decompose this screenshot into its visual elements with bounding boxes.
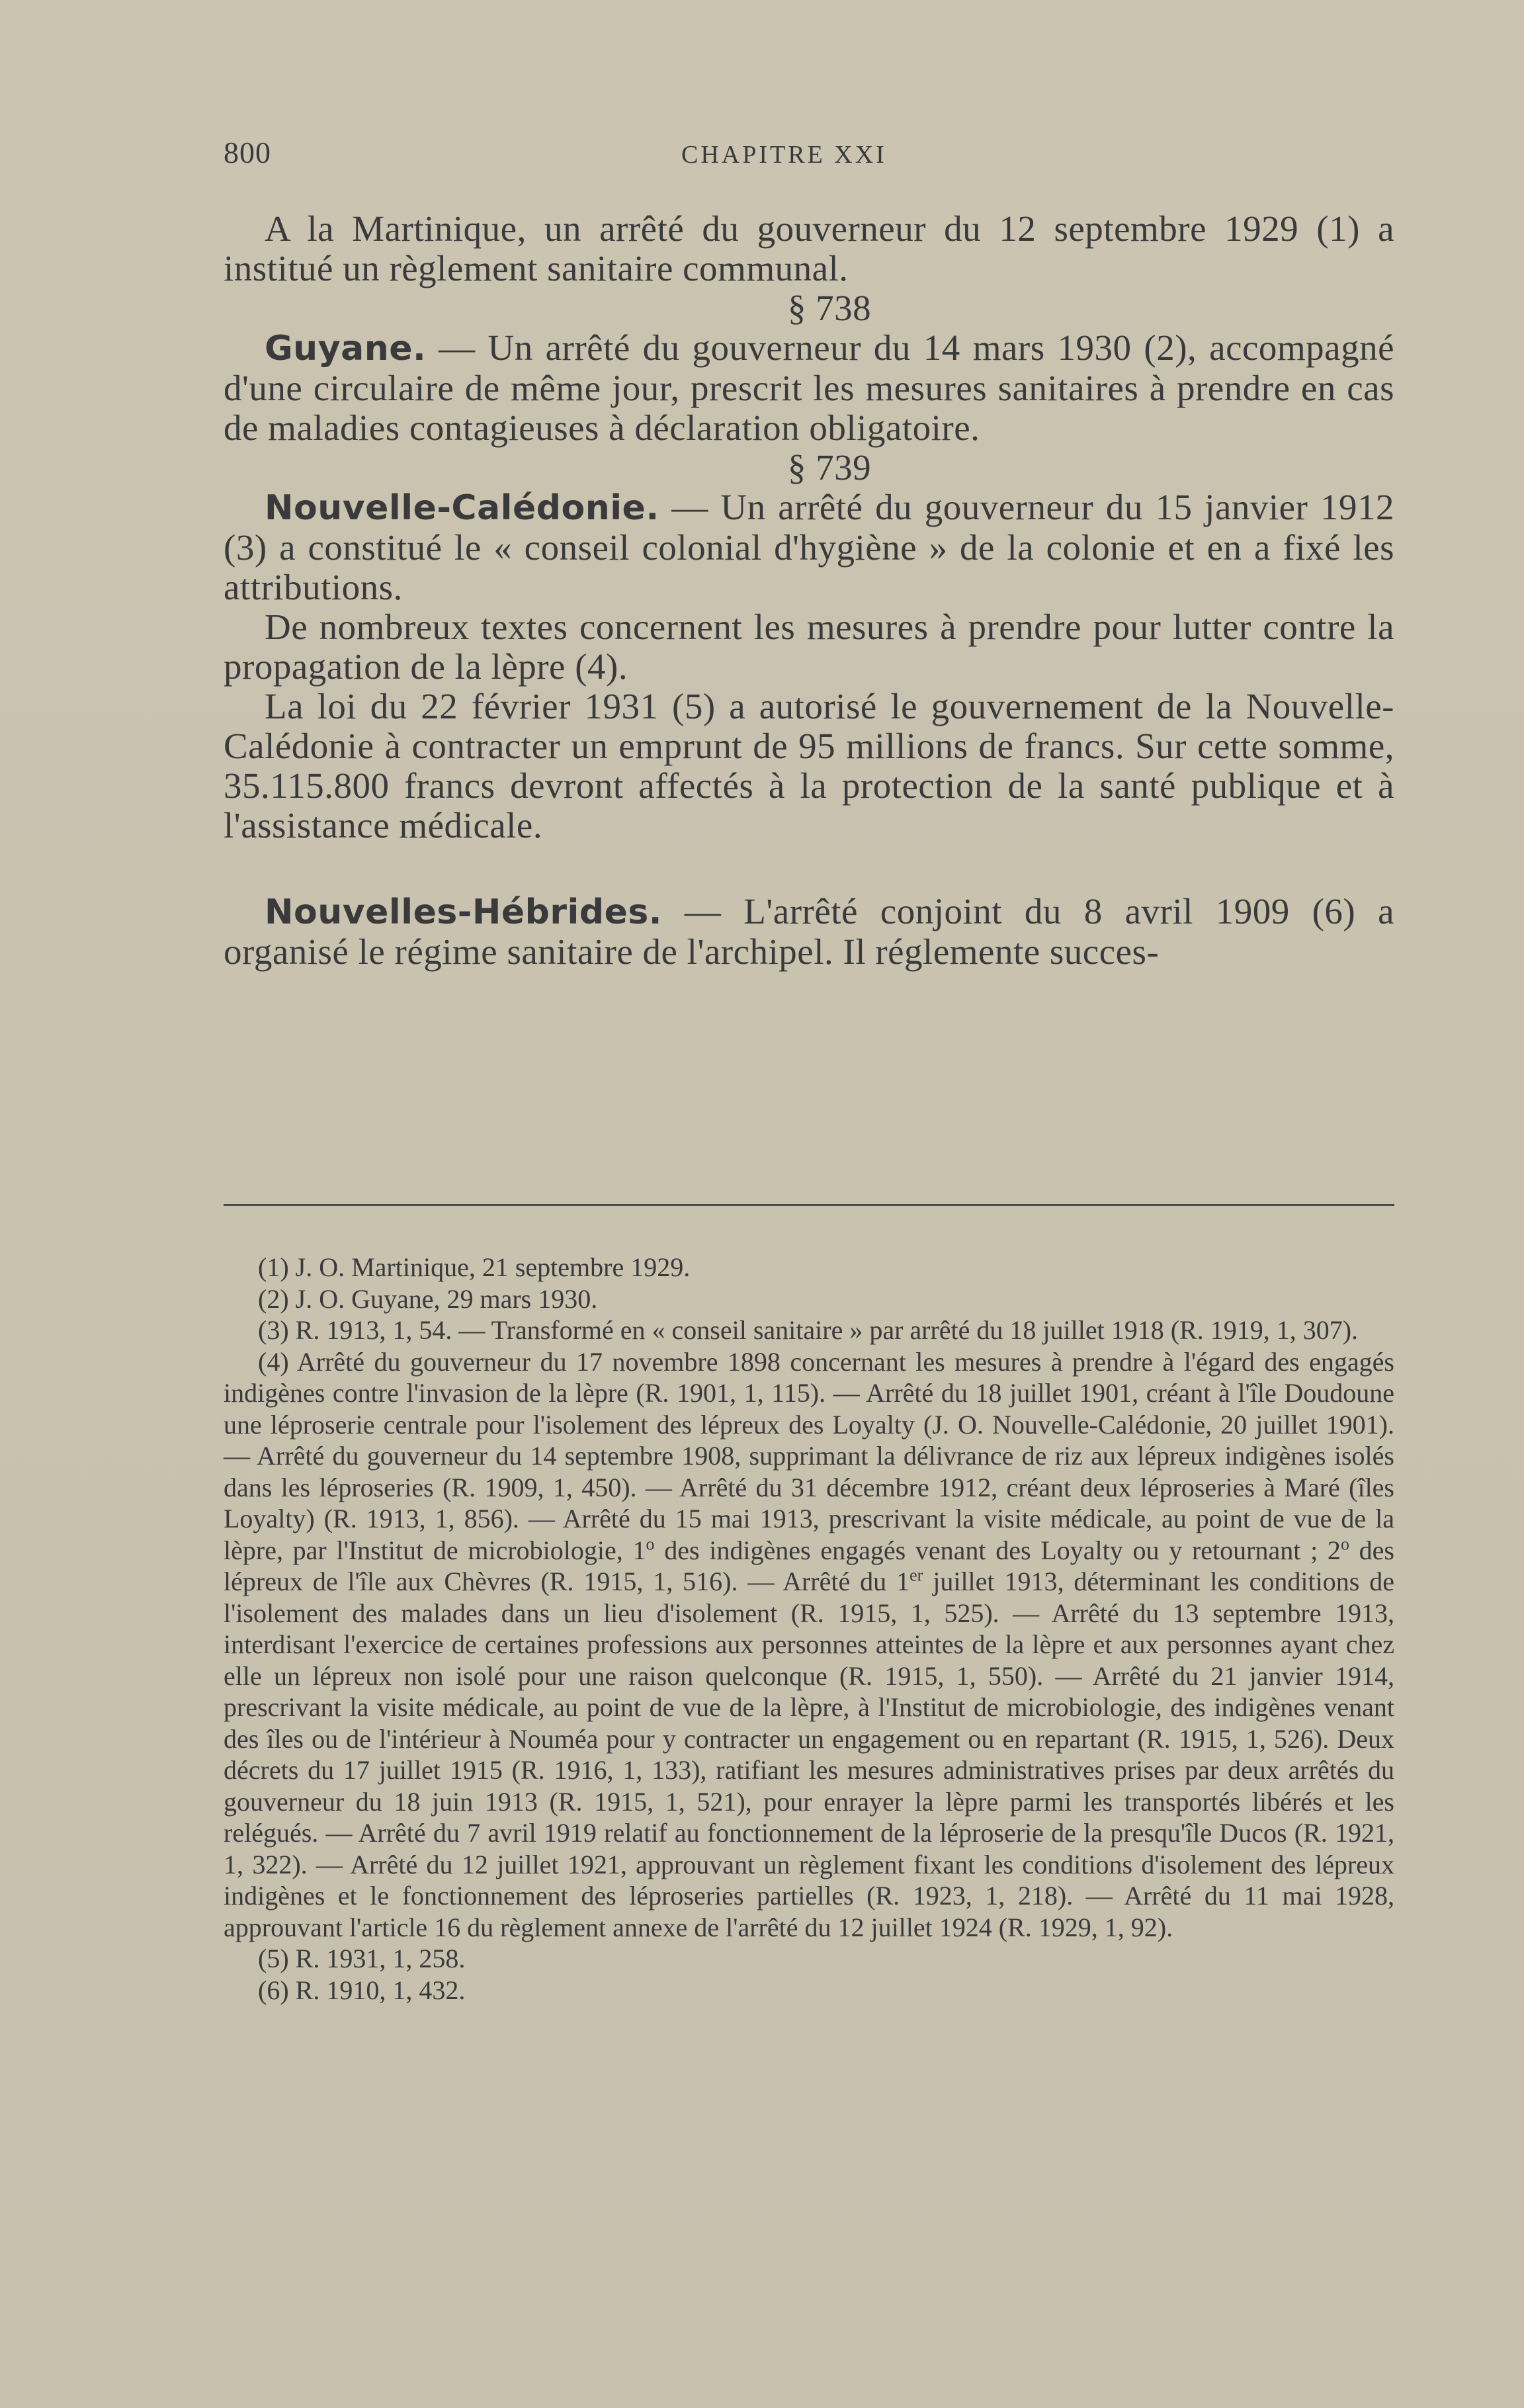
footnote-3: (3) R. 1913, 1, 54. — Transformé en « conseil sanitaire » par arrêté du 18 juillet 1918 (R. 1919, 1, 307). xyxy=(258,1315,1359,1345)
section-738-heading: § 738 xyxy=(787,288,872,328)
footnote-4 xyxy=(224,1346,1394,1944)
footnote-4-text-d: juillet 1913, déterminant les conditions de l'isolement des malades dans un lieu d'isolement (R. 1915, 1, 525). — Arrêté du 13 septembre 1913, interdisant l'exercice de certaines professions aux personnes atteintes de la lèpre et aux personnes ayant chez elle un lépreux non isolé pour une raison quelconque (R. 1915, 1, 550). — Arrêté du 21 janvier 1914, prescrivant la visite médicale, au point de vue de la lèpre, à l'Institut de microbiologie, des indigènes venant des îles ou de l'intérieur à Nouméa pour y contracter un engagement ou en repartant (R. 1915, 1, 526). Deux décrets du 17 juillet 1915 (R. 1916, 1, 133), ratifiant les mesures administratives prises par deux arrêtés du gouverneur du 18 juin 1913 (R. 1915, 1, 521), pour enrayer la lèpre parmi les transportés libérés et les relégués. — Arrêté du 7 avril 1919 relatif au fonctionnement de la léproserie de la presqu'île Ducos (R. 1921, 1, 322). — Arrêté du 12 juillet 1921, approuvant un règlement fixant les conditions d'isolement des lépreux indigènes et le fonctionnement des léproseries partielles (R. 1923, 1, 218). — Arrêté du 11 mai 1928, approuvant l'article 16 du règlement annexe de l'arrêté du 12 juillet 1924 (R. 1929, 1, 92). xyxy=(224,1567,1395,1942)
paragraph-gap xyxy=(224,845,1394,892)
hebrides-text: — L'arrêté conjoint du 8 avril 1909 (6) a organisé le régime sanitaire de l'archipel. Il réglemente succes- xyxy=(224,891,1394,972)
footnote-4-text-a: (4) Arrêté du gouverneur du 17 novembre 1898 concernant les mesures à prendre à l'égard des engagés indigènes contre l'invasion de la lèpre (R. 1901, 1, 115). — Arrêté du 18 juillet 1901, créant à l'île Doudoune une léproserie centrale pour l'isolement des lépreux des Loyalty (J. O. Nouvelle-Calédonie, 20 juillet 1901). — Arrêté du gouverneur du 14 septembre 1908, supprimant la délivrance de riz aux lépreux indigènes isolés dans les léproseries (R. 1909, 1, 450). — Arrêté du 31 décembre 1912, créant deux léproseries à Maré (îles Loyalty) (R. 1913, 1, 856). — Arrêté du 15 mai 1913, prescrivant la visite médicale, au point de vue de la lèpre, par l'Institut de microbiologie, 1 xyxy=(224,1346,1394,1565)
footnotes xyxy=(224,1252,1394,2006)
page-number: 800 xyxy=(224,136,271,169)
footnote-6: (6) R. 1910, 1, 432. xyxy=(258,1975,466,2005)
footnote-4-text-b: des indigènes engagés venant des Loyalty ou y retournant ; 2 xyxy=(654,1535,1341,1565)
section-739-heading: § 739 xyxy=(787,447,872,488)
footnote-4-text-c: des lépreux de l'île aux Chèvres (R. 1915, 1, 516). — Arrêté du 1 xyxy=(224,1535,1394,1596)
hebrides-paragraph xyxy=(224,892,1394,972)
loi-paragraph: La loi du 22 février 1931 (5) a autorisé le gouvernement de la Nouvelle-Calédonie à contracter un emprunt de 95 millions de francs. Sur cette somme, 35.115.800 francs devront affectés à la protection de la santé publique et à l'assistance médicale. xyxy=(224,686,1394,845)
caledonie-paragraph xyxy=(224,488,1394,607)
guyane-heading: Guyane. xyxy=(265,329,427,368)
running-head: CHAPITRE XXI xyxy=(681,141,887,169)
footnote-1: (1) J. O. Martinique, 21 septembre 1929. xyxy=(258,1252,691,1282)
lepre-paragraph: De nombreux textes concernent les mesures à prendre pour lutter contre la propagation de la lèpre (4). xyxy=(224,607,1394,687)
caledonie-text: — Un arrêté du gouverneur du 15 janvier 1912 (3) a constitué le « conseil colonial d'hygiène » de la colonie et en a fixé les attributions. xyxy=(224,487,1394,607)
footnote-2: (2) J. O. Guyane, 29 mars 1930. xyxy=(258,1283,598,1314)
footnote-4-sup-c: er xyxy=(910,1565,923,1585)
hebrides-heading: Nouvelles-Hébrides. xyxy=(265,892,663,932)
guyane-paragraph xyxy=(224,328,1394,448)
footnote-4-sup-b: o xyxy=(1340,1534,1349,1554)
guyane-text: — Un arrêté du gouverneur du 14 mars 1930 (2), accompagné d'une circulaire de même jour, prescrit les mesures sanitaires à prendre en cas de maladies contagieuses à déclaration obligatoire. xyxy=(224,327,1394,448)
caledonie-heading: Nouvelle-Calédonie. xyxy=(265,488,659,528)
footnote-4-sup-a: o xyxy=(646,1534,655,1554)
main-text xyxy=(224,209,1394,972)
martinique-paragraph: A la Martinique, un arrêté du gouverneur du 12 septembre 1929 (1) a institué un règlement sanitaire communal. xyxy=(224,208,1394,288)
footnote-rule xyxy=(224,1204,1394,1206)
page-header xyxy=(224,135,1394,175)
footnote-5: (5) R. 1931, 1, 258. xyxy=(258,1944,466,1973)
